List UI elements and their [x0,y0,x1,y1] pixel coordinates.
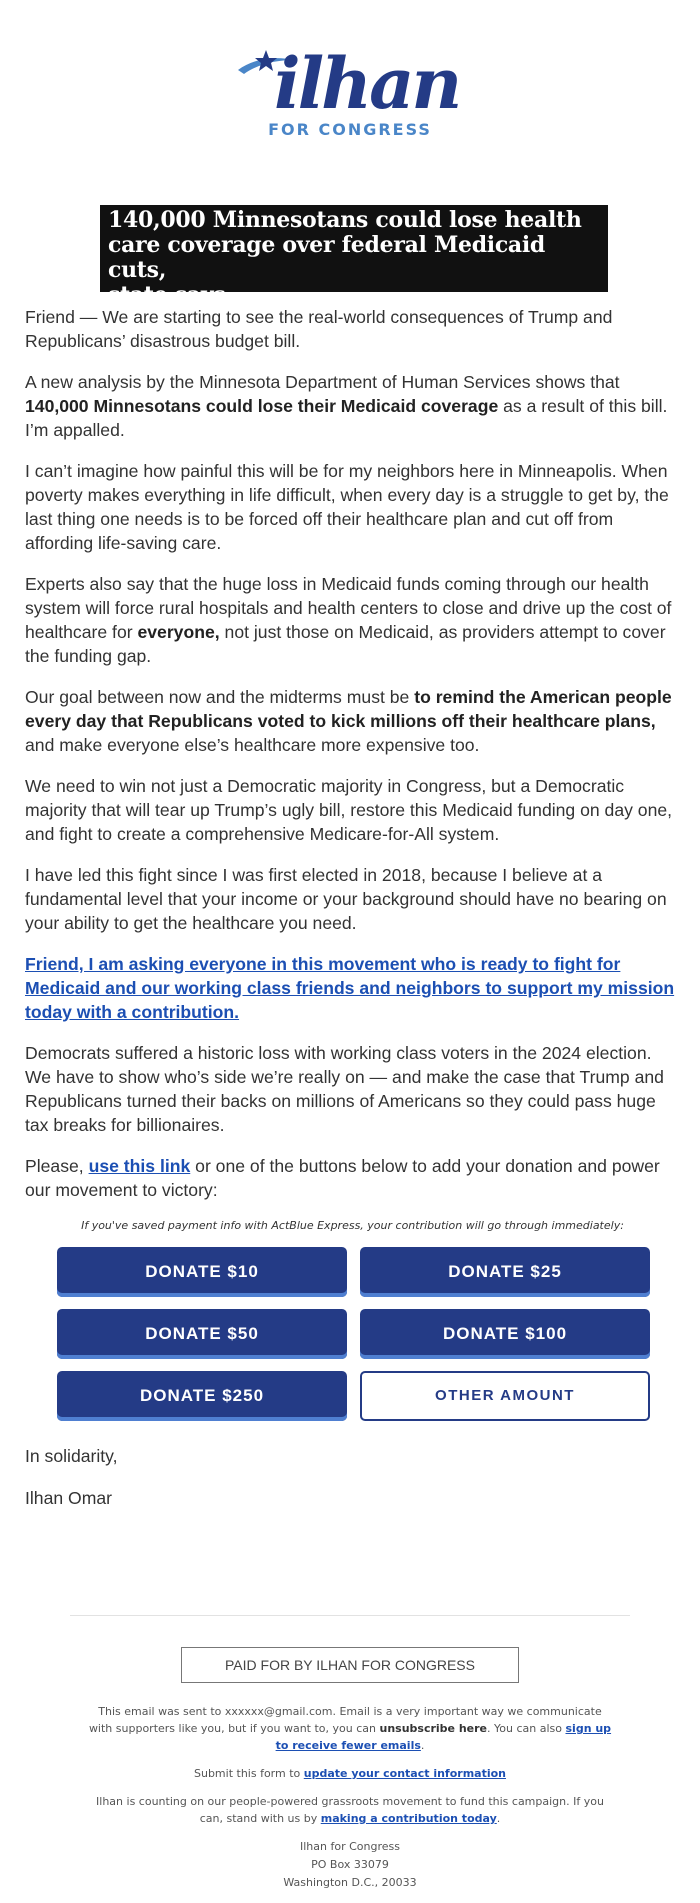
address-po-box: PO Box 33079 [311,1858,389,1871]
footer-divider [70,1615,630,1616]
text-span: Please, [25,1156,89,1176]
body-paragraph [25,685,680,757]
use-this-link[interactable]: use this link [88,1156,191,1176]
ilhan-wordmark-logo [232,44,472,120]
text-span: . Email is a very important way we communicate with supporters like you, but if you want to, you can [88,1705,602,1735]
donate-250-button[interactable]: DONATE $250 [57,1371,347,1421]
signoff [25,1444,680,1510]
paid-for-disclaimer: PAID FOR BY ILHAN FOR CONGRESS [181,1647,519,1683]
headline-line: state says [108,282,226,308]
address-org: Ilhan for Congress [300,1840,400,1853]
contribution-link[interactable]: Friend, I am asking everyone in this movement who is ready to fight for Medicaid and our working class friends and neighbors to support my mission today with a contribution. [25,954,675,1022]
text-span: . [420,1739,425,1752]
address-city: Washington D.C., 20033 [283,1876,417,1889]
donate-50-button[interactable]: DONATE $50 [57,1309,347,1359]
text-span: . [496,1812,501,1825]
email-notice [85,1703,615,1754]
donate-25-button[interactable]: DONATE $25 [360,1247,650,1297]
bold-text: 140,000 Minnesotans could lose their Medicaid coverage [25,396,499,416]
text-span: or one of the buttons below to add your donation and power our movement to victory: [25,1156,660,1200]
update-contact-link[interactable]: update your contact information [303,1767,506,1780]
logo-wordmark: ilhan [274,44,460,120]
email-footer [0,1615,700,1892]
text-span: Ilhan is counting on our people-powered grassroots movement to fund this campaign. If you can, stand with us by [96,1795,604,1825]
recipient-email: xxxxxx@gmail.com [224,1705,333,1718]
fundraising-notice [85,1793,615,1827]
other-amount-button[interactable]: OTHER AMOUNT [360,1371,650,1421]
headline-line: 140,000 Minnesotans could lose health [108,207,582,233]
body-paragraph [25,572,680,668]
headline-line: care coverage over federal Medicaid cuts, [108,232,546,283]
text-span: This email was sent to [98,1705,225,1718]
donate-100-button[interactable]: DONATE $100 [360,1309,650,1359]
body-paragraph: I can’t imagine how painful this will be for my neighbors here in Minneapolis. When poverty makes everything in life difficult, when every day is a struggle to get by, the last thing one needs is to be forced off their healthcare plan and cut off from affording life-saving care. [25,461,669,553]
donate-button-grid [57,1247,680,1421]
headline-graphic [100,205,608,308]
email-body [25,305,680,1528]
fewer-emails-link[interactable]: sign up to receive fewer emails [275,1722,612,1752]
text-span: Our goal between now and the midterms must be [25,687,415,707]
body-paragraph [25,1154,680,1202]
make-contribution-link[interactable]: making a contribution today [320,1812,497,1825]
unsubscribe-link[interactable]: unsubscribe here [379,1722,488,1735]
body-paragraph [25,952,680,1024]
text-span: as a result of this bill. I’m appalled. [25,396,668,440]
body-paragraph [25,370,680,442]
text-span: . You can also [487,1722,566,1735]
text-span: A new analysis by the Minnesota Department of Human Services shows that [25,372,620,392]
bold-text: to remind the American people every day that Republicans voted to kick millions off their healthcare plans, [25,687,672,731]
body-paragraph: Democrats suffered a historic loss with working class voters in the 2024 election. We have to show who’s side we’re really on — and make the case that Trump and Republicans turned their backs on millions of Americans so they could pass huge tax breaks for billionaires. [25,1043,664,1135]
text-span: Submit this form to [193,1767,304,1780]
mailing-address [0,1838,700,1892]
body-paragraph: We need to win not just a Democratic majority in Congress, but a Democratic majority that will tear up Trump’s ugly bill, restore this Medicaid funding on day one, and fight to create a comprehensive Medicare-for-All system. [25,776,673,844]
actblue-express-note: If you've saved payment info with ActBlue Express, your contribution will go through immediately: [81,1219,624,1232]
bold-text: everyone, [137,622,220,642]
text-span: Experts also say that the huge loss in Medicaid funds coming through our health system will force rural hospitals and health centers to close and drive up the cost of healthcare for [25,574,672,642]
signature-name: Ilhan Omar [25,1488,113,1508]
text-span: and make everyone else’s healthcare more expensive too. [25,735,480,755]
campaign-logo [0,0,700,180]
closing-text: In solidarity, [25,1446,118,1466]
text-span: not just those on Medicaid, as providers attempt to cover the funding gap. [25,622,666,666]
body-paragraph: I have led this fight since I was first elected in 2018, because I believe at a fundamental level that your income or your background should have no bearing on your ability to get the healthcare you need. [25,865,667,933]
update-contact-notice [85,1765,615,1782]
donate-10-button[interactable]: DONATE $10 [57,1247,347,1297]
body-paragraph: Friend — We are starting to see the real-world consequences of Trump and Republicans’ disastrous budget bill. [25,307,613,351]
logo-subtitle: FOR CONGRESS [268,120,432,139]
